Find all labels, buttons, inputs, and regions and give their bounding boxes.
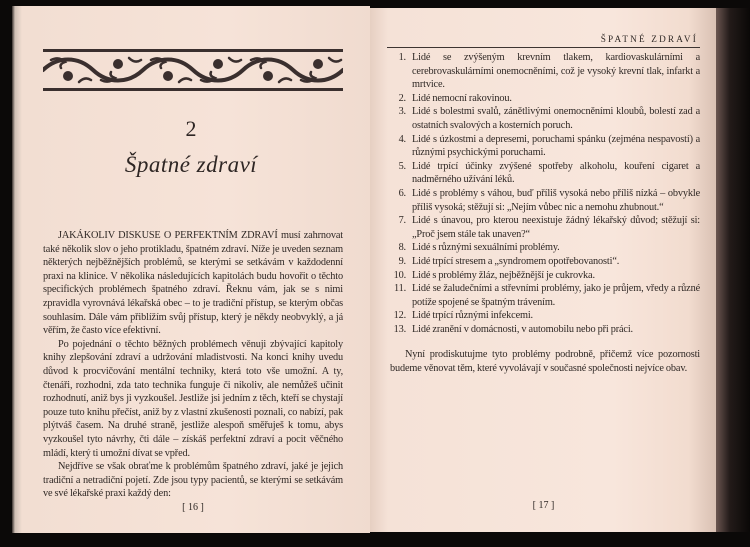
list-number: 6.: [398, 187, 406, 199]
list-text: Lidé s bolestmi svalů, zánětlivými onemocněními kloubů, bolestí zad a ostatních svalových a kosterních poruch.: [412, 106, 700, 131]
list-item: [387, 323, 700, 337]
right-text-column: [387, 33, 700, 512]
list-number: 8.: [398, 242, 406, 254]
running-head: ŠPATNÉ ZDRAVÍ: [387, 33, 700, 48]
left-text-column: [43, 229, 343, 512]
patient-types-list: [387, 51, 700, 336]
list-text: Lidé s různými sexuálními problémy.: [412, 242, 560, 254]
list-text: Lidé s úzkostmi a depresemi, poruchami spánku (zejména nespavostí) a různými psychickými poruchami.: [412, 133, 700, 159]
list-number: 11.: [393, 283, 406, 295]
list-item: [387, 105, 700, 132]
list-number: 9.: [398, 255, 406, 267]
left-body-text: [43, 229, 343, 501]
list-item: [387, 282, 700, 309]
page-number-left: [ 16 ]: [182, 501, 204, 513]
scroll-ornament-icon: [43, 54, 343, 86]
list-item: [387, 133, 700, 160]
list-item: [387, 241, 700, 255]
list-number: 1.: [398, 52, 406, 63]
right-spacer: [387, 376, 700, 499]
chapter-title: Špatné zdraví: [124, 152, 258, 177]
list-text: Lidé zranění v domácnosti, v automobilu nebo při práci.: [412, 323, 633, 335]
list-text: Lidé se zvýšeným krevním tlakem, kardiovaskulárními a cerebrovaskulárními onemocněními, což je vysoký krevní tlak, infarkt a mrtvice.: [412, 52, 700, 91]
list-number: 12.: [393, 310, 406, 322]
paragraph-1-text: musí zahrnovat také několik slov o jeho protikladu, špatném zdraví. Níže je uveden seznam některých nejběžnějších problémů, se kterými se setkávám v každodenní praxi na klinice. V několika následujících kapitolách budu hovořit o těchto specifických problémech špatného zdraví. Řeknu vám, jak se s nimi zpravidla vyrovnává lékařská obec – to je tradiční přístup, se kterým občas souhlasím. Dále vám přiblížím svůj přístup, který je někdy neobvyklý, a já věřím, že často více efektivní.: [43, 230, 344, 337]
list-text: Lidé trpící účinky zvýšené spotřeby alkoholu, kouření cigaret a nadměrného užívání léků.: [412, 160, 700, 186]
paragraph-2: Po pojednání o těchto běžných problémech věnuji zbývající kapitoly knihy zlepšování zdraví a udržování mladistvosti. Na konci knihy uvedu důvod k procvičování mentální techniky, která toto vše umožní. A ty, čtenáři, rozhodni, zda tato technika funguje či nikoliv, ale nemůžeš učinit rozhodnutí, aniž bys ji vyzkoušel. Jestliže jsi jedním z těch, kteří se chystají pouze tuto knihu přečíst, aniž by z vlastní zkušenosti poznali, co nabízí, pak plýtváš časem. Na druhé straně, jestliže alespoň směřuješ k tomu, abys vyzkoušel tyto návrhy, čti dále – získáš perfektní zdraví a pocit věčného mládí, který ti umožní dívat se vpřed.: [43, 338, 343, 459]
right-body-text: [387, 348, 700, 375]
paragraph-3: Nejdříve se však obraťme k problémům špatného zdraví, jaké je jejich tradiční a netradiční pojetí. Zde jsou typy pacientů, se kterými se setkávám ve své lékařské praxi každý den:: [43, 461, 343, 500]
list-item: [387, 160, 700, 187]
list-text: Lidé nemocní rakovinou.: [412, 92, 512, 104]
list-item: [387, 214, 700, 241]
list-number: 3.: [398, 106, 406, 118]
list-number: 5.: [398, 160, 406, 172]
list-text: Lidé s problémy žláz, nejběžnější je cukrovka.: [412, 269, 595, 281]
list-item: [387, 187, 700, 214]
list-item: [387, 92, 700, 106]
scroll-ornament-band: [43, 49, 343, 91]
list-number: 4.: [398, 133, 406, 145]
ornament-rule-bottom: [43, 88, 343, 91]
page-number-right: [ 17 ]: [532, 500, 555, 511]
list-number: 10.: [393, 269, 406, 281]
list-text: Lidé trpící stresem a „syndromem opotřebovanosti“.: [412, 255, 620, 267]
chapter-number: 2: [185, 116, 197, 141]
list-text: Lidé s problémy s váhou, buď příliš vysoká nebo příliš nízká – obvykle příliš vysoká; stěžují si: „Nejím vůbec nic a nemohu zhubnout.“: [412, 187, 700, 213]
list-item: [387, 255, 700, 269]
list-text: Lidé s únavou, pro kterou neexistuje žádný lékařský důvod; stěžují si: „Proč jsem stále tak unaven?“: [412, 215, 700, 240]
list-number: 7.: [398, 215, 406, 227]
book-edge-shadow: [716, 8, 750, 532]
list-item: [387, 269, 700, 283]
bottom-shadow: [0, 533, 750, 547]
list-text: Lidé se žaludečními a střevními problémy, jako je průjem, vředy a různé potíže spojené se špatným trávením.: [412, 283, 700, 308]
list-number: 13.: [393, 323, 406, 335]
list-item: [387, 309, 700, 323]
paragraph-1: [43, 229, 343, 338]
list-text: Lidé trpící různými infekcemi.: [412, 310, 533, 322]
list-number: 2.: [398, 92, 406, 104]
paragraph-lead: JAKÁKOLIV DISKUSE O PERFEKTNÍM ZDRAVÍ: [58, 230, 278, 241]
list-item: [387, 51, 700, 92]
closing-paragraph: Nyní prodiskutujme tyto problémy podrobně, přičemž více pozornosti budeme věnovat těm, které vyvolávají v současné společnosti nejvíce obav.: [390, 349, 700, 375]
ornament-rule-top: [43, 49, 343, 52]
